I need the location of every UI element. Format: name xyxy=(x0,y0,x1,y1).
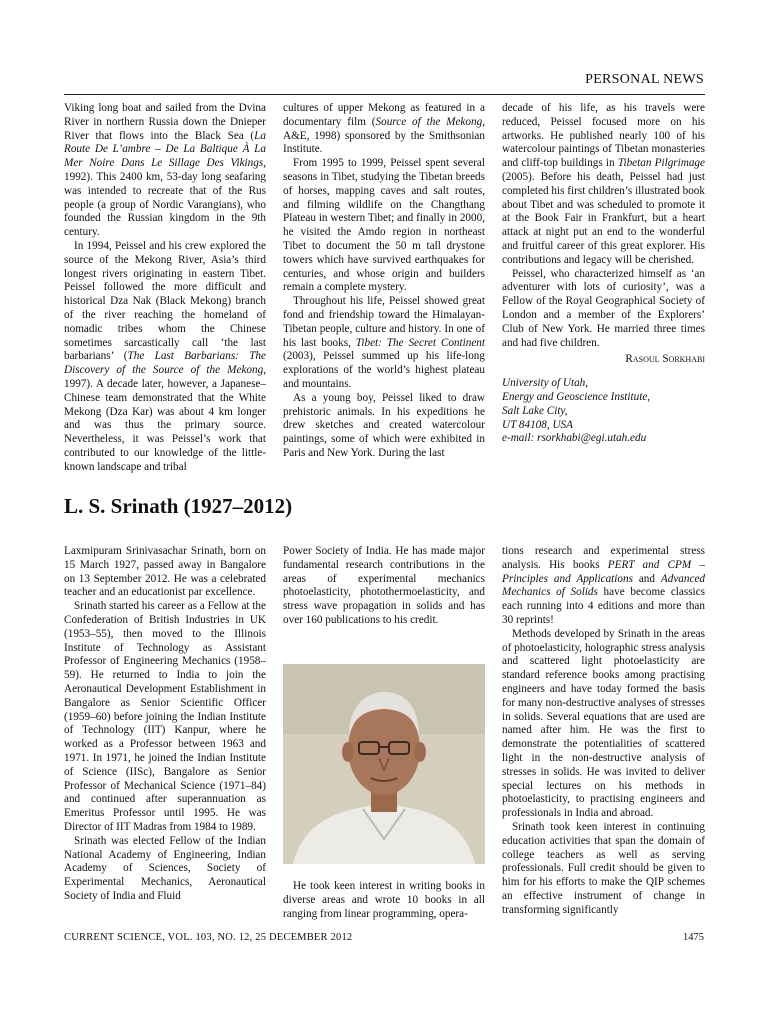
obituary-column-3 xyxy=(502,545,705,918)
obituary-title: L. S. Srinath (1927–2012) xyxy=(64,494,293,518)
affiliation-line: Salt Lake City, xyxy=(502,404,568,417)
journal-citation: CURRENT SCIENCE, VOL. 103, NO. 12, 25 DECEMBER 2012 xyxy=(64,932,353,943)
paragraph: Peissel, who characterized himself as ‘an adventurer with lots of curiosity’, was a Fellow of the Royal Geographical Society of London and a member of the Explorers’ Club of New York. He married three times and had five children. xyxy=(502,267,705,349)
affiliation-line: University of Utah, xyxy=(502,377,589,390)
paragraph: Throughout his life, Peissel showed great fond and friendship toward the Himalayan-Tibetan people, culture and history. In one of his last books, Tibet: The Secret Continent (2003), Peissel summed up his life-long explorations of the world’s highest plateau and mountains. xyxy=(283,295,485,390)
portrait-photo xyxy=(283,664,485,864)
section-header: PERSONAL NEWS xyxy=(585,72,704,87)
paragraph: Laxmipuram Srinivasachar Srinath, born on 15 March 1927, passed away in Bangalore on 13 September 2012. He was a celebrated teacher and an educationist par excellence. xyxy=(64,545,266,599)
paragraph: He took keen interest in writing books in diverse areas and wrote 10 books in all ranging from linear programming, opera- xyxy=(283,880,485,920)
portrait-illustration xyxy=(283,664,485,864)
paragraph: Power Society of India. He has made major fundamental research contributions in the areas of experimental mechanics photoelasticity, photothermoelasticity, and stress wave propagation in solids and has over 160 publications to his credit. xyxy=(283,545,485,626)
obituary-column-2-top xyxy=(283,545,485,628)
affiliation-line: Energy and Geoscience Institute, xyxy=(502,390,651,403)
affiliation-line: UT 84108, USA xyxy=(502,418,573,431)
obituary-column-1 xyxy=(64,545,266,904)
paragraph: decade of his life, as his travels were reduced, Peissel focused more on his artworks. He published nearly 100 of his watercolour paintings of Tibetan monasteries and cliff-top buildings in Tibetan Pilgrimage (2005). Before his death, Peissel had just completed his first children’s illustrated book about Tibet and was scheduled to promote it at the Book Fair in Frankfurt, but a heart attack at night put an end to the wonderful and fruitful career of this great explorer. His contributions and legacy will be cherished. xyxy=(502,102,705,266)
paragraph: Srinath took keen interest in continuing education activities that span the domain of college teachers as well as serving professionals. Full credit should be given to him for his efforts to make the QIP schemes an effective instrument of change in transforming significantly xyxy=(502,820,705,916)
top-article-column-1 xyxy=(64,102,266,475)
paragraph: As a young boy, Peissel liked to draw prehistoric animals. In his expeditions he drew sketches and created watercolour paintings, some of which were exhibited in Paris and New York. During the last xyxy=(283,391,485,459)
paragraph: Methods developed by Srinath in the areas of photoelasticity, holographic stress analysis and scattered light photoelasticity are standard reference books among practising engineers and have today formed the basis for many non-destructive analyses of stresses in solids. Several equations that are used are named after him. He was the first to demonstrate the potentialities of scattered light in the non-destructive analysis of stresses in solids. He was invited to deliver special lectures on his methods in photoelasticity, to practising engineers and professionals in India and abroad. xyxy=(502,627,705,820)
paragraph: In 1994, Peissel and his crew explored the source of the Mekong River, Asia’s third longest rivers originating in eastern Tibet. Peissel followed the more difficult and historical Dza Nak (Black Mekong) branch of the river reaching the homeland of nomadic tribes whom the Chinese sometimes sarcastically call ‘the last barbarians’ (The Last Barbarians: The Discovery of the Source of the Mekong, 1997). A decade later, however, a Japanese–Chinese team demonstrated that the White Mekong (Dza Kar) was about 4 km longer and was thus the primary source. Nevertheless, it was Peissel’s work that contributed to our knowledge of the little-known landscape and tribal xyxy=(64,239,266,473)
paragraph: cultures of upper Mekong as featured in a documentary film (Source of the Mekong, A&E, 1998) sponsored by the Smithsonian Institute. xyxy=(283,102,485,156)
author-signature: Rasoul Sorkhabi xyxy=(625,353,705,366)
paragraph: Srinath started his career as a Fellow at the Confederation of British Industries in UK (1953–55), then moved to the Illinois Institute of Technology as Assistant Professor of Engineering Mechanics (1958–59). He returned to India to join the Aeronautical Development Establishment in Bangalore as Senior Scientific Officer (1959–60) before joining the Indian Institute of Technology (IIT) Kanpur, where he worked as a Professor between 1963 and 1971. In 1971, he joined the Indian Institute of Science (IISc), Bangalore as Senior Professor of Mechanical Science (1971–84) and continued after superannuation as Emeritus Professor until 1995. He was Director of IIT Madras from 1984 to 1989. xyxy=(64,600,266,833)
page-number: 1475 xyxy=(683,932,704,943)
affiliation-email: e-mail: rsorkhabi@egi.utah.edu xyxy=(502,432,647,445)
paragraph: Srinath was elected Fellow of the Indian National Academy of Engineering, Indian Academy of Sciences, Society of Experimental Mechanics, Aeronautical Society of India and Fluid xyxy=(64,834,266,902)
paragraph: Viking long boat and sailed from the Dvina River in northern Russia down the Dnieper River that flows into the Black Sea (La Route De L’ambre – De La Baltique À La Mer Noire Dans Le Sillage Des Vikings, 1992). This 2400 km, 53-day long seafaring was intended to recreate that of the Rus people (a group of Nordic Varangians), who founded the Russian kingdom in the 9th century. xyxy=(64,102,266,239)
top-article-column-3 xyxy=(502,102,705,446)
header-rule xyxy=(64,94,705,95)
top-article-column-2 xyxy=(283,102,485,461)
paragraph: From 1995 to 1999, Peissel spent several seasons in Tibet, studying the Tibetan breeds of horses, mapping caves and salt routes, and filming wildlife on the Changthang Plateau in western Tibet; and finally in 2000, he visited the Amdo region in northeast Tibet to document the 50 m tall drystone towers which have survived earthquakes for centuries, and whose origin and builders remain a complete mystery. xyxy=(283,157,485,294)
author-affiliation xyxy=(502,377,705,446)
obituary-column-2-bottom xyxy=(283,880,485,921)
paragraph: tions research and experimental stress analysis. His books PERT and CPM – Principles and Applications and Advanced Mechanics of Solids have become classics each running into 4 editions and more than 30 reprints! xyxy=(502,545,706,626)
